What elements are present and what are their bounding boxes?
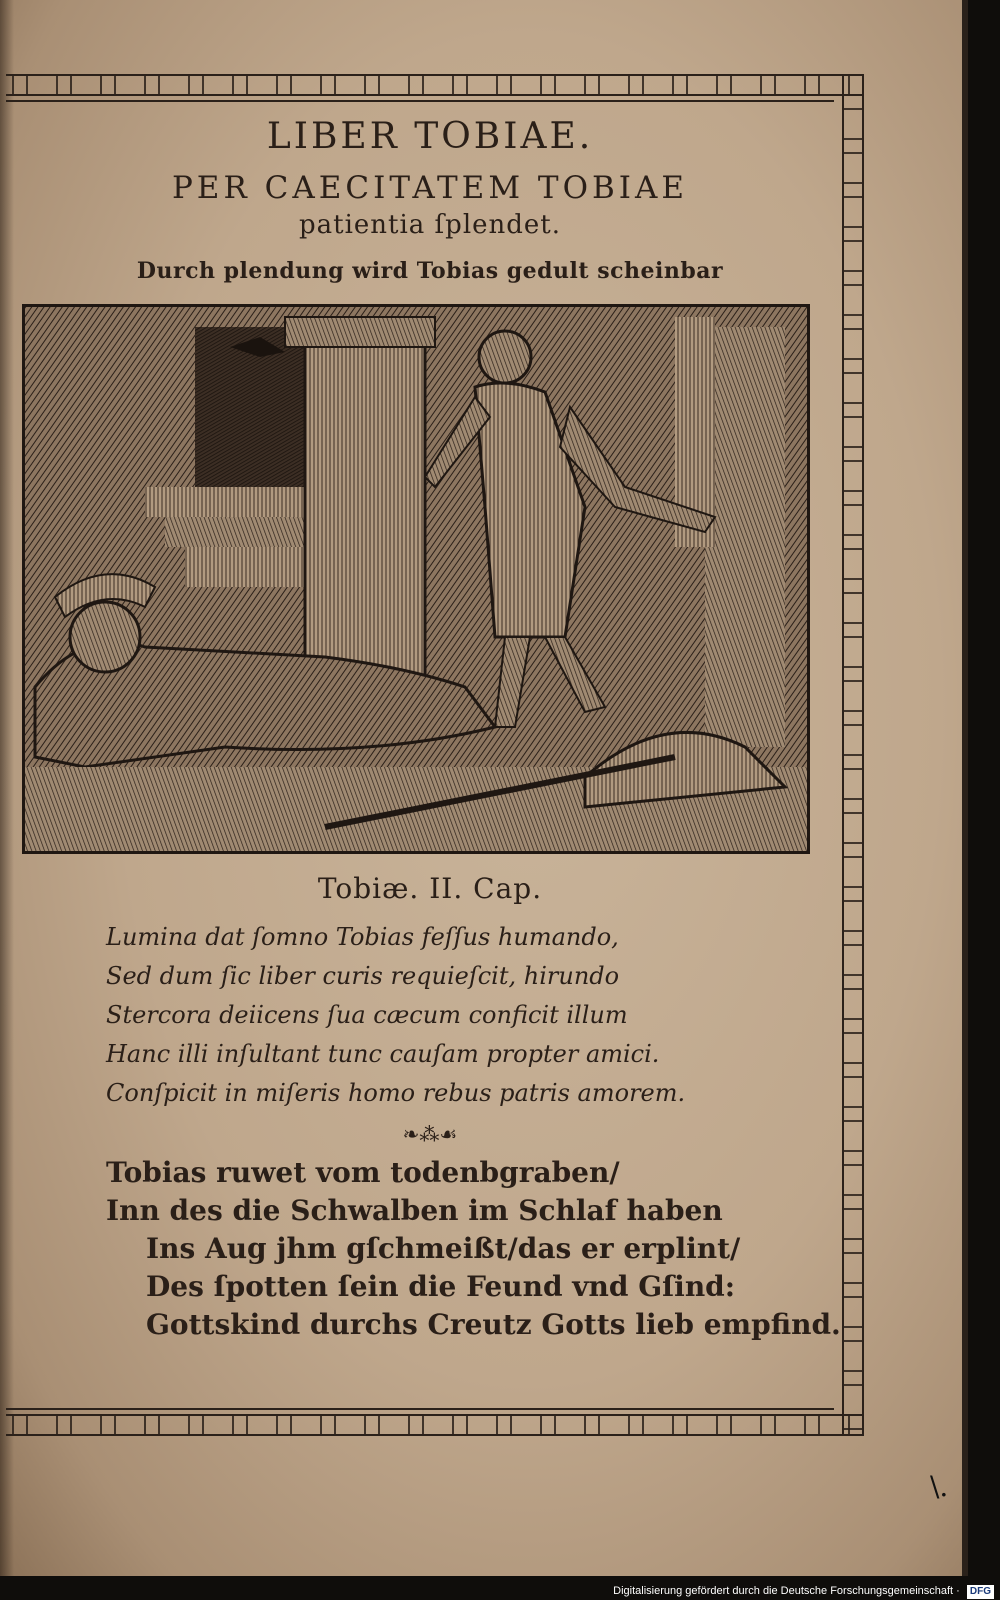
latin-verse-line: Stercora deiicens ſua cæcum conficit illum xyxy=(106,1001,628,1029)
dfg-logo-icon: DFG xyxy=(967,1585,994,1599)
corner-mark: \. xyxy=(930,1470,949,1503)
frame-top-border xyxy=(6,74,864,96)
latin-verse-line: Sed dum ſic liber curis requieſcit, hirundo xyxy=(106,962,620,990)
frame-right-border xyxy=(842,74,864,1436)
german-verse-line: Gottskind durchs Creutz Gotts lieb empfind. xyxy=(146,1308,841,1341)
subtitle-caps: PER CAECITATEM TOBIAE xyxy=(171,170,689,206)
german-verse-line: Ins Aug jhm gſchmeißt/das er erplint/ xyxy=(146,1232,741,1265)
german-verse-line: Inn des die Schwalben im Schlaf haben xyxy=(106,1194,723,1227)
fleuron-ornament: ❧⁂☙ xyxy=(402,1122,458,1146)
latin-verse-line: Conſpicit in miſeris homo rebus patris amorem. xyxy=(106,1079,686,1107)
latin-verse-line: Lumina dat ſomno Tobias feſſus humando, xyxy=(106,923,619,951)
german-verse-line: Des ſpotten ſein die Feund vnd Gſind: xyxy=(146,1270,736,1303)
latin-verse-line: Hanc illi inſultant tunc cauſam propter amici. xyxy=(106,1040,660,1068)
german-verse-line: Tobias ruwet vom todenbgraben/ xyxy=(106,1156,620,1189)
digitization-footer xyxy=(0,1582,1000,1600)
frame-bottom-border xyxy=(6,1414,864,1436)
latin-verses xyxy=(106,918,806,1113)
german-heading: Durch plendung wird Tobias gedult scheinbar xyxy=(136,258,724,284)
page-title: LIBER TOBIAE. xyxy=(266,116,594,157)
subtitle-lower: patientia ſplendet. xyxy=(298,210,562,240)
footer-text: Digitalisierung gefördert durch die Deutsche Forschungsgemeinschaft · xyxy=(613,1585,960,1597)
german-verses xyxy=(106,1154,841,1344)
woodcut-image xyxy=(25,307,807,851)
woodcut-illustration xyxy=(22,304,810,854)
chapter-caption: Tobiæ. II. Cap. xyxy=(317,872,543,905)
